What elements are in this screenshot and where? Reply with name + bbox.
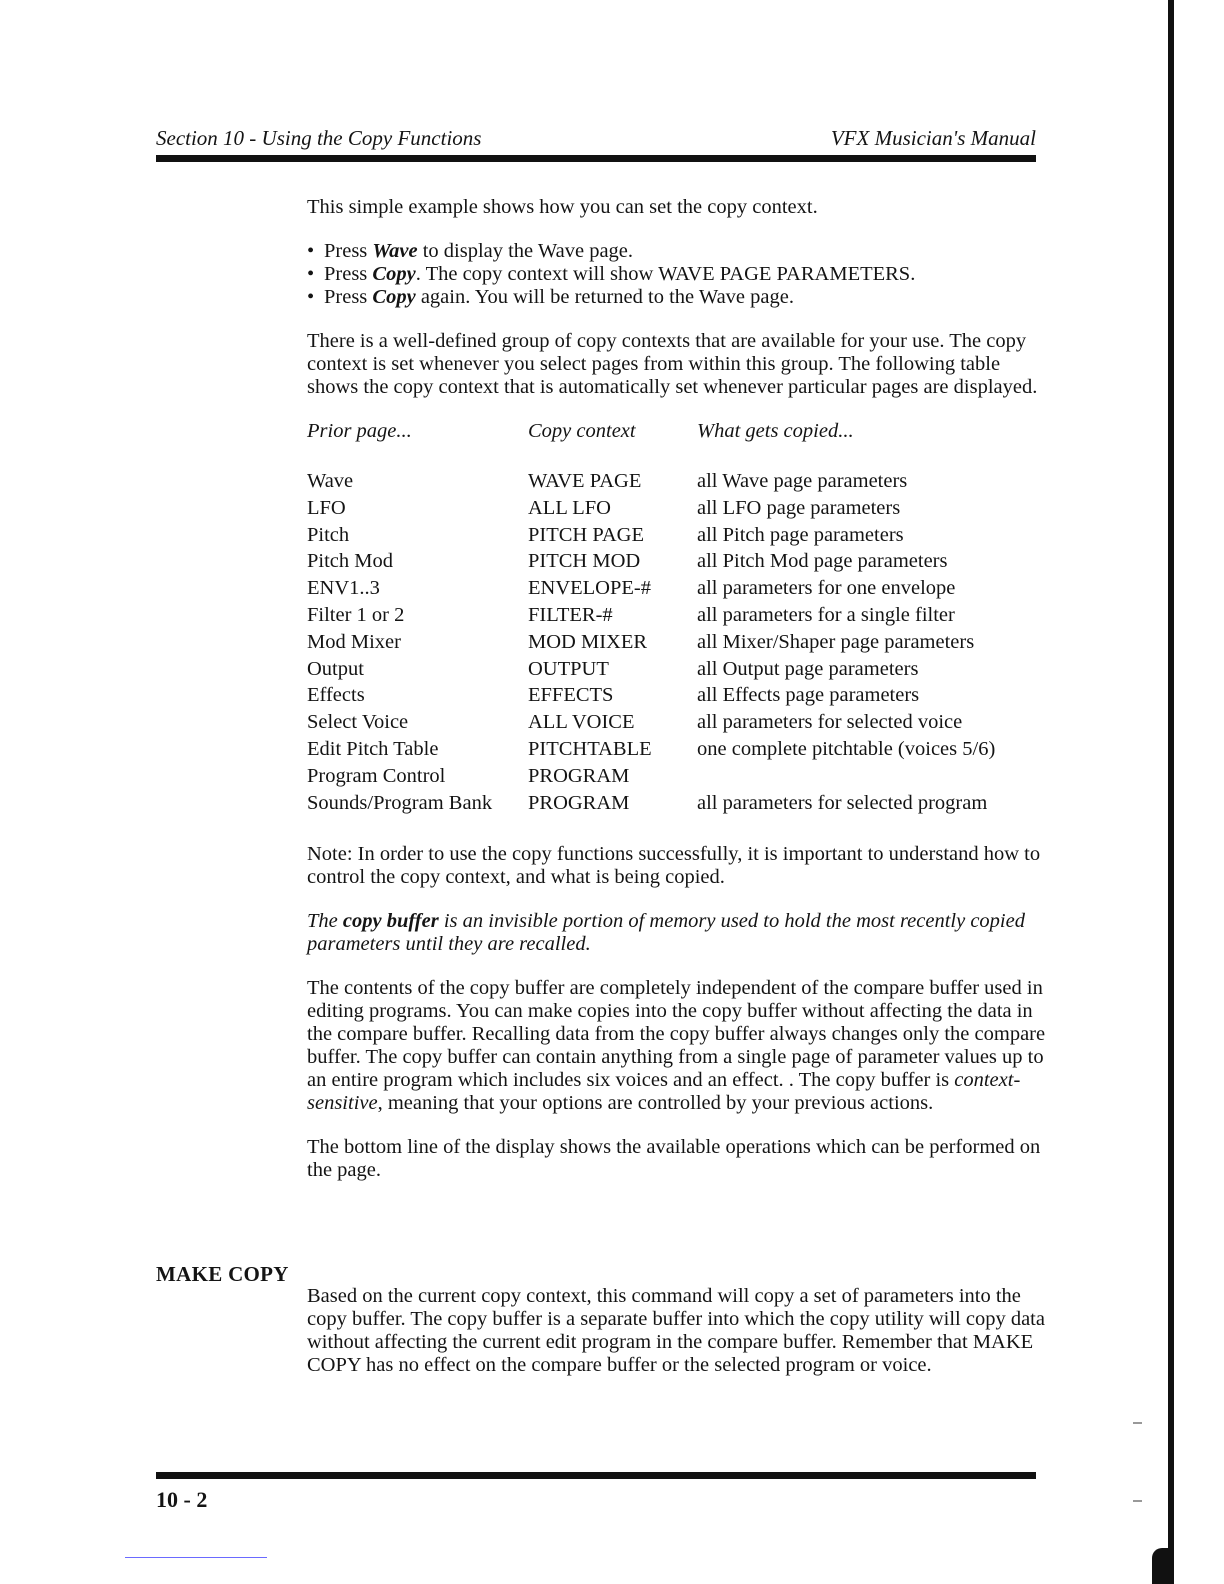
defined-term: copy buffer xyxy=(342,910,439,933)
table-cell: MOD MIXER xyxy=(528,630,648,653)
manual-title: VFX Musician's Manual xyxy=(830,126,1036,150)
table-row xyxy=(307,497,995,524)
margin-mark xyxy=(1133,1500,1142,1502)
table-cell: all parameters for one envelope xyxy=(697,577,956,600)
table-row xyxy=(307,711,995,738)
table-cell: Mod Mixer xyxy=(307,630,401,653)
column-header: Prior page... xyxy=(307,420,412,442)
table-cell: all Pitch page parameters xyxy=(697,523,904,546)
table-cell: all Mixer/Shaper page parameters xyxy=(697,630,975,653)
table-cell: Pitch xyxy=(307,523,350,546)
context-paragraph: There is a well-defined group of copy contexts that are available for your use. The copy context is set whenever you select pages from within this group. The following table shows the copy context that is automatically set whenever particular pages are displayed. xyxy=(307,330,1038,398)
table-cell: all Pitch Mod page parameters xyxy=(697,550,948,573)
table-cell: Effects xyxy=(307,684,365,707)
steps-list xyxy=(307,240,1047,309)
table-row xyxy=(307,792,995,819)
footer-link-underline xyxy=(125,1557,267,1558)
column-header: What gets copied... xyxy=(697,420,854,442)
header-rule xyxy=(156,155,1036,162)
table-cell: Output xyxy=(307,657,364,680)
table-row xyxy=(307,577,995,604)
key-name: Copy xyxy=(372,263,416,285)
table-cell: FILTER-# xyxy=(528,603,613,626)
table-cell: ALL LFO xyxy=(528,496,611,519)
table-cell: all Output page parameters xyxy=(697,657,919,680)
table-cell: PITCH PAGE xyxy=(528,523,645,546)
make-copy-body: Based on the current copy context, this command will copy a set of parameters into the copy buffer. The copy buffer is a separate buffer into which the copy utility will copy data without affecting the current edit program in the compare buffer. Remember that MAKE COPY has no effect on the compare buffer or the selected program or voice. xyxy=(307,1285,1045,1376)
step-item: • Press Copy again. You will be returned to the Wave page. xyxy=(307,286,794,308)
table-row xyxy=(307,658,995,685)
table-row xyxy=(307,738,995,765)
table-cell: Select Voice xyxy=(307,711,409,734)
table-cell: all parameters for selected voice xyxy=(697,711,963,734)
table-cell: Wave xyxy=(307,470,354,492)
buffer-paragraph: The contents of the copy buffer are completely independent of the compare buffer used in editing programs. You can make copies into the copy buffer without affecting the data in the compare buffer. Recalling data from the copy buffer always changes only the compare buffer. The copy buffer can contain anything from a single page of parameter values up to an entire program which includes six voices and an effect. . The copy buffer is context-sensitive, meaning that your options are controlled by your previous actions. xyxy=(307,977,1046,1115)
table-cell: ALL VOICE xyxy=(528,711,635,734)
note-paragraph: Note: In order to use the copy functions successfully, it is important to understand how to control the copy context, and what is being copied. xyxy=(307,843,1041,889)
bullet-icon: • xyxy=(307,240,315,262)
binder-edge xyxy=(1168,0,1174,1584)
table-cell: PROGRAM xyxy=(528,764,630,787)
copy-context-table xyxy=(307,420,995,818)
main-content xyxy=(307,196,1047,1203)
table-cell: PROGRAM xyxy=(528,791,630,814)
table-row xyxy=(307,524,995,551)
table-cell: EFFECTS xyxy=(528,684,614,707)
table-cell: PITCH MOD xyxy=(528,550,641,573)
table-cell: Program Control xyxy=(307,764,446,787)
table-header-row xyxy=(307,420,995,470)
intro-paragraph: This simple example shows how you can set the copy context. xyxy=(307,196,818,218)
table-cell: LFO xyxy=(307,496,346,519)
binder-foot xyxy=(1152,1548,1170,1584)
table-cell: Filter 1 or 2 xyxy=(307,603,405,626)
definition-paragraph: The copy buffer is an invisible portion of memory used to hold the most recently copied parameters until they are recalled. xyxy=(307,910,1025,956)
table-cell: all Effects page parameters xyxy=(697,684,920,707)
step-item: • Press Copy. The copy context will show WAVE PAGE PARAMETERS. xyxy=(307,263,916,285)
table-row xyxy=(307,631,995,658)
table-cell xyxy=(697,765,995,792)
bottom-line-paragraph: The bottom line of the display shows the available operations which can be performed on the page. xyxy=(307,1136,1041,1182)
bullet-icon: • xyxy=(307,263,315,285)
table-cell: all parameters for selected program xyxy=(697,791,988,814)
emphasis-term: context-sensitive xyxy=(307,1069,1021,1115)
table-row xyxy=(307,604,995,631)
table-cell: Edit Pitch Table xyxy=(307,737,439,760)
margin-mark xyxy=(1133,1422,1142,1424)
table-cell: PITCHTABLE xyxy=(528,737,652,760)
table-cell: ENV1..3 xyxy=(307,577,380,600)
table-cell: all Wave page parameters xyxy=(697,470,908,492)
table-cell: Sounds/Program Bank xyxy=(307,791,493,814)
step-item: • Press Wave to display the Wave page. xyxy=(307,240,634,262)
table-cell: ENVELOPE-# xyxy=(528,577,651,600)
footer-rule xyxy=(156,1472,1036,1479)
make-copy-heading: MAKE COPY xyxy=(156,1262,289,1286)
bullet-icon: • xyxy=(307,286,315,308)
table-row xyxy=(307,765,995,792)
table-cell: one complete pitchtable (voices 5/6) xyxy=(697,737,996,760)
key-name: Wave xyxy=(372,240,418,262)
table-row xyxy=(307,684,995,711)
table-row xyxy=(307,470,995,497)
table-cell: WAVE PAGE xyxy=(528,470,642,492)
key-name: Copy xyxy=(372,286,416,308)
table-cell: Pitch Mod xyxy=(307,550,393,573)
table-row xyxy=(307,550,995,577)
table-cell: all LFO page parameters xyxy=(697,496,901,519)
page-number: 10 - 2 xyxy=(156,1487,208,1512)
table-cell: OUTPUT xyxy=(528,657,609,680)
section-title: Section 10 - Using the Copy Functions xyxy=(156,126,482,150)
column-header: Copy context xyxy=(528,420,636,442)
table-cell: all parameters for a single filter xyxy=(697,603,955,626)
